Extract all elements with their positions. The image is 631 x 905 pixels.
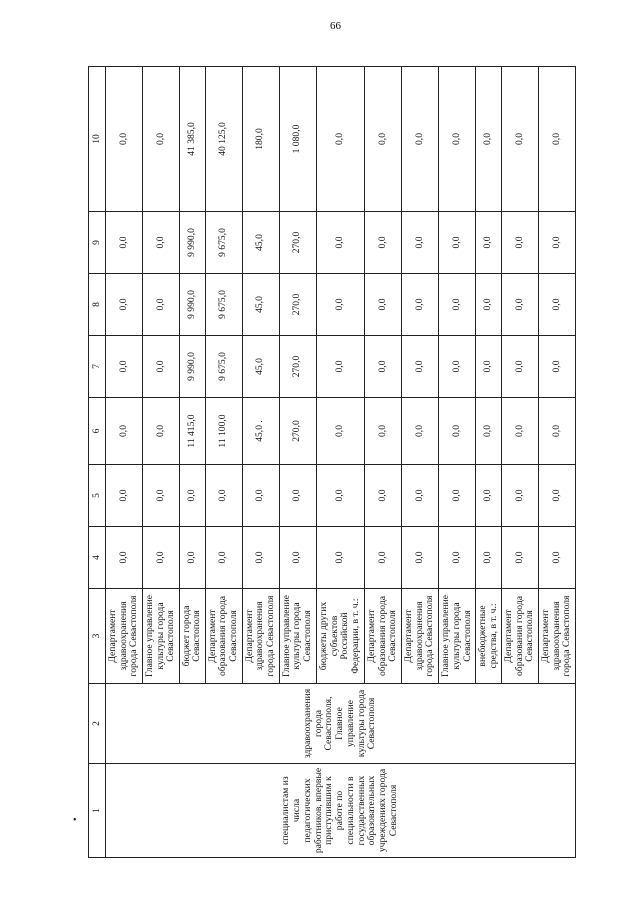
- value-cell: 0,0: [476, 212, 502, 274]
- value-cell: 0,0: [439, 398, 476, 465]
- value-cell: 9 675,0: [205, 212, 242, 274]
- value-cell: 11 100,0: [205, 398, 242, 465]
- value-cell: 9 990,0: [180, 336, 206, 398]
- value-cell: 0,0: [143, 274, 180, 336]
- value-cell: 0,0: [538, 67, 575, 212]
- value-cell: 0,0: [439, 67, 476, 212]
- source-label-cell: бюджет города Севастополя: [180, 589, 206, 684]
- value-cell: 0,0: [365, 398, 402, 465]
- value-cell: 0,0: [365, 465, 402, 527]
- value-cell: 0,0: [143, 67, 180, 212]
- source-label-cell: внебюджетные средства, в т. ч.:: [476, 589, 502, 684]
- source-label-cell: бюджеты других субъектов Российской Федерации, в т. ч.:: [316, 589, 364, 684]
- value-cell: 0,0: [476, 274, 502, 336]
- value-cell: 0,0: [143, 527, 180, 589]
- value-cell: 0,0: [143, 336, 180, 398]
- value-cell: 41 385,0: [180, 67, 206, 212]
- value-cell: 0,0: [439, 336, 476, 398]
- value-cell: 0,0: [402, 67, 439, 212]
- source-label-cell: Департамент образования города Севастополя: [501, 589, 538, 684]
- value-cell: 0,0: [106, 527, 143, 589]
- rotated-table-wrapper: [88, 67, 576, 858]
- value-cell: 0,0: [439, 465, 476, 527]
- value-cell: 0,0: [538, 336, 575, 398]
- value-cell: 0,0: [476, 67, 502, 212]
- value-cell: 9 675,0: [205, 274, 242, 336]
- value-cell: 9 990,0: [180, 212, 206, 274]
- value-cell: 0,0: [402, 336, 439, 398]
- value-cell: 0,0: [538, 527, 575, 589]
- value-cell: 0,0: [538, 212, 575, 274]
- value-cell: 0,0: [365, 336, 402, 398]
- value-cell: 40 125,0: [205, 67, 242, 212]
- source-label-cell: Департамент здравоохранения города Севастополя: [402, 589, 439, 684]
- value-cell: 0,0: [439, 212, 476, 274]
- value-cell: 0,0: [316, 274, 364, 336]
- value-cell: 0,0: [402, 274, 439, 336]
- value-cell: 0,0: [316, 527, 364, 589]
- value-cell: 180,0: [242, 67, 279, 212]
- value-cell: 0,0: [180, 465, 206, 527]
- column-number-row: [89, 67, 106, 858]
- value-cell: 270,0: [279, 398, 316, 465]
- value-cell: 0,0: [402, 527, 439, 589]
- col-number: 8: [89, 274, 106, 336]
- value-cell: 0,0: [538, 398, 575, 465]
- value-cell: 9 675,0: [205, 336, 242, 398]
- value-cell: 0,0: [143, 398, 180, 465]
- col-number: 3: [89, 589, 106, 684]
- value-cell: 0,0: [501, 527, 538, 589]
- value-cell: 0,0: [439, 527, 476, 589]
- value-cell: 0,0: [501, 67, 538, 212]
- value-cell: 0,0: [476, 465, 502, 527]
- source-label-cell: Департамент здравоохранения города Севастополя: [538, 589, 575, 684]
- source-label-cell: Департамент образования города Севастополя: [365, 589, 402, 684]
- value-cell: 0,0: [402, 212, 439, 274]
- value-cell: 270,0: [279, 274, 316, 336]
- value-cell: 0,0: [316, 465, 364, 527]
- value-cell: 0,0: [242, 527, 279, 589]
- col-number: 9: [89, 212, 106, 274]
- program-funding-table: [88, 66, 576, 858]
- value-cell: 0,0: [106, 336, 143, 398]
- value-cell: 45,0: [242, 212, 279, 274]
- value-cell: 0,0: [316, 336, 364, 398]
- value-cell: 0,0: [365, 274, 402, 336]
- value-cell: 0,0: [439, 274, 476, 336]
- value-cell: 0,0: [365, 212, 402, 274]
- source-label-cell: Главное управление культуры города Севастополя: [143, 589, 180, 684]
- value-cell: 0,0: [402, 398, 439, 465]
- col-number: 4: [89, 527, 106, 589]
- value-cell: 0,0: [501, 212, 538, 274]
- value-cell: 0,0: [143, 212, 180, 274]
- value-cell: 0,0: [205, 465, 242, 527]
- value-cell: 45,0 .: [242, 398, 279, 465]
- value-cell: 270,0: [279, 212, 316, 274]
- value-cell: 0,0: [501, 336, 538, 398]
- col-number: 7: [89, 336, 106, 398]
- value-cell: 0,0: [180, 527, 206, 589]
- source-label-cell: Департамент образования города Севастополя: [205, 589, 242, 684]
- value-cell: 0,0: [365, 527, 402, 589]
- value-cell: 0,0: [143, 465, 180, 527]
- value-cell: 0,0: [205, 527, 242, 589]
- value-cell: 0,0: [501, 465, 538, 527]
- col-number: 5: [89, 465, 106, 527]
- value-cell: 0,0: [365, 67, 402, 212]
- executor-cell: здравоохранения города Севастополя, Главное управление культуры города Севастополя: [106, 684, 576, 764]
- col-number: 2: [89, 684, 106, 764]
- source-label-cell: Главное управление культуры города Севастополя: [439, 589, 476, 684]
- col-number: 10: [89, 67, 106, 212]
- value-cell: 0,0: [316, 398, 364, 465]
- value-cell: 0,0: [279, 527, 316, 589]
- col-number: 1: [89, 764, 106, 858]
- value-cell: 9 990,0: [180, 274, 206, 336]
- value-cell: 0,0: [279, 465, 316, 527]
- value-cell: 0,0: [402, 465, 439, 527]
- table-row: [106, 67, 143, 858]
- col-number: 6: [89, 398, 106, 465]
- value-cell: 0,0: [242, 465, 279, 527]
- value-cell: 0,0: [106, 465, 143, 527]
- value-cell: 0,0: [106, 398, 143, 465]
- value-cell: 270,0: [279, 336, 316, 398]
- value-cell: 0,0: [106, 67, 143, 212]
- value-cell: 0,0: [538, 465, 575, 527]
- value-cell: 1 080,0: [279, 67, 316, 212]
- value-cell: 0,0: [476, 398, 502, 465]
- value-cell: 0,0: [106, 274, 143, 336]
- stray-mark: •: [73, 815, 77, 826]
- value-cell: 0,0: [501, 398, 538, 465]
- value-cell: 45,0: [242, 274, 279, 336]
- value-cell: 0,0: [316, 212, 364, 274]
- measure-description-cell: специалистам из числа педагогических работников, впервые приступившим к работе по специальности в государственных образовательных учреждениях города Севастополя: [106, 764, 576, 858]
- value-cell: 0,0: [316, 67, 364, 212]
- value-cell: 0,0: [538, 274, 575, 336]
- source-label-cell: Департамент здравоохранения города Севастополя: [106, 589, 143, 684]
- page-number: 66: [330, 20, 341, 32]
- source-label-cell: Главное управление культуры города Севастополя: [279, 589, 316, 684]
- value-cell: 0,0: [476, 527, 502, 589]
- value-cell: 0,0: [476, 336, 502, 398]
- value-cell: 11 415,0: [180, 398, 206, 465]
- source-label-cell: Департамент здравоохранения города Севастополя: [242, 589, 279, 684]
- value-cell: 0,0: [106, 212, 143, 274]
- value-cell: 0,0: [501, 274, 538, 336]
- value-cell: 45,0: [242, 336, 279, 398]
